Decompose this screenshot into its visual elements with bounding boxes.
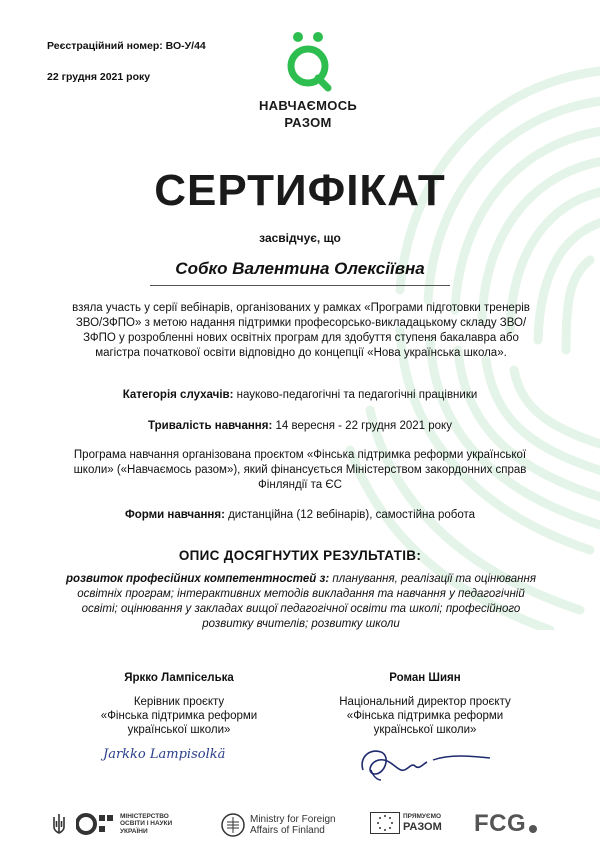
duration-line	[60, 420, 540, 432]
fcg-dot-icon	[528, 824, 538, 834]
signatory-left-role2: «Фінська підтримка реформи	[100, 710, 258, 722]
signatory-left	[59, 671, 299, 737]
mfa-line1: Ministry for Foreign	[250, 814, 336, 825]
project-logo	[248, 30, 368, 131]
forms-line	[60, 509, 540, 521]
ministry-line1: МІНІСТЕРСТВО	[120, 812, 169, 820]
participation-text: взяла участь у серії вебінарів, організованих у рамках «Програми підготовки тренерів ЗВО/ЗФПО» з метою надання підтримки професорсько-викладацькому складу ЗВО/ЗФПО у розробленні нових освітніх програм для здобуття ступеня бакалавра або магістра початкової освіти відповідно до концепції «Нова українська школа».	[72, 302, 530, 359]
signatory-left-name: Яркко Лампіселька	[124, 672, 234, 684]
signatory-right-role2: «Фінська підтримка реформи	[346, 710, 504, 722]
ministry-logo	[52, 812, 172, 836]
signature-left: Jarkko Lampisolkä	[103, 747, 226, 762]
certifies-text: засвідчує, що	[259, 231, 341, 245]
footer-logos	[52, 812, 552, 846]
results-text	[58, 572, 544, 632]
results-title: ОПИС ДОСЯГНУТИХ РЕЗУЛЬТАТІВ:	[178, 548, 422, 563]
certificate-title: СЕРТИФІКАТ	[154, 166, 446, 215]
signatory-right-role1: Національний директор проєкту	[339, 696, 511, 708]
category-label: Категорія слухачів:	[122, 389, 234, 401]
results-lead: розвиток професійних компетентностей з:	[66, 573, 330, 585]
signatory-right-name: Роман Шиян	[389, 672, 461, 684]
signatory-left-role3: української школи»	[127, 724, 231, 736]
signatory-right	[305, 671, 545, 737]
logo-mark-icon	[278, 30, 338, 92]
fcg-logo	[474, 810, 538, 838]
pryamuemo-razom-logo	[370, 812, 442, 834]
name-underline	[150, 285, 450, 286]
recipient-name: Собко Валентина Олексіївна	[175, 259, 425, 278]
fcg-text: FCG	[474, 810, 527, 837]
mfa-finland-logo	[220, 812, 336, 838]
finland-emblem-icon	[220, 812, 246, 838]
forms-label: Форми навчання:	[124, 509, 225, 521]
mfa-line2: Affairs of Finland	[250, 825, 325, 836]
duration-label: Тривалість навчання:	[148, 420, 273, 432]
category-line	[60, 389, 540, 401]
logo-text-line1: НАВЧАЄМОСЬ	[258, 98, 358, 113]
pr-line1: ПРЯМУЄМО	[403, 813, 442, 821]
results-body: планування, реалізації та оцінювання освітніх програм; інтерактивних методів викладання та навчання у педагогічній освіті; оцінювання у закладах вищої педагогічної освіти та школі; професійного розвитку вчителів; розвитку школи	[77, 573, 536, 630]
ministry-line3: УКРАЇНИ	[120, 827, 148, 835]
trident-icon	[52, 813, 66, 835]
category-value: науково-педагогічні та педагогічні працівники	[233, 389, 478, 401]
duration-value: 14 вересня - 22 грудня 2021 року	[272, 420, 452, 432]
issue-date: 22 грудня 2021 року	[47, 71, 151, 83]
pr-line2: РАЗОМ	[403, 820, 442, 833]
ministry-mark-icon	[76, 812, 116, 836]
eu-stars-icon	[370, 812, 400, 834]
signatory-right-role3: української школи»	[373, 724, 477, 736]
signatory-left-role1: Керівник проєкту	[133, 696, 225, 708]
logo-text-line2: РАЗОМ	[284, 115, 332, 130]
ministry-line2: ОСВІТИ І НАУКИ	[120, 820, 173, 828]
registration-number: Реєстраційний номер: ВО-У/44	[47, 40, 206, 52]
forms-value: дистанційна (12 вебінарів), самостійна робота	[224, 509, 476, 521]
signature-right	[355, 740, 495, 782]
program-text: Програма навчання організована проєктом «Фінська підтримка реформи української школи» («Навчаємось разом»), який фінансується Міністерством закордонних справ Фінляндії та ЄС	[73, 449, 527, 491]
